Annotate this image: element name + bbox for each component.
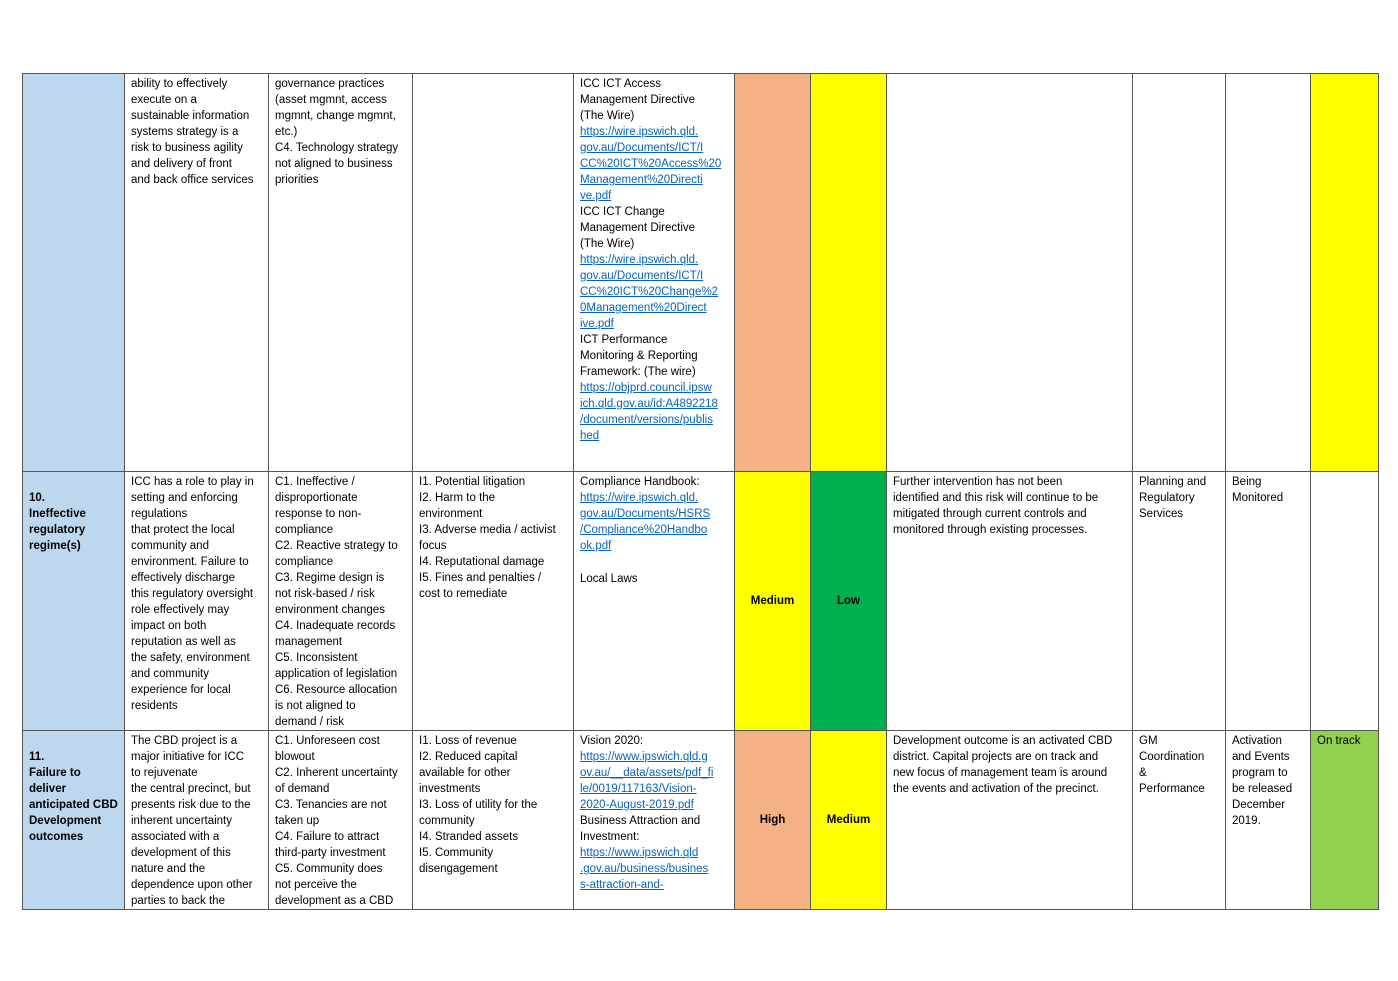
control-document-link[interactable]: Management%20Directi bbox=[580, 174, 703, 186]
control-label: Investment: bbox=[580, 831, 640, 843]
cell-text-line: of demand bbox=[275, 783, 330, 795]
risk-controls-cell bbox=[574, 472, 735, 731]
risk-controls-cell bbox=[574, 74, 735, 472]
cell-text-line: investments bbox=[419, 783, 481, 795]
control-document-link[interactable]: .gov.au/business/busines bbox=[580, 863, 709, 875]
cell-text-line: identified and this risk will continue to be bbox=[893, 492, 1099, 504]
control-document-link[interactable]: gov.au/Documents/ICT/I bbox=[580, 270, 704, 282]
cell-text-line: governance practices bbox=[275, 78, 385, 90]
cell-text-line: Development outcome is an activated CBD bbox=[893, 735, 1113, 747]
cell-text-line: 10. bbox=[29, 492, 45, 504]
control-label: ICC ICT Change bbox=[580, 206, 665, 218]
cell-text-line: Being bbox=[1232, 476, 1262, 488]
cell-text-line: I5. Community bbox=[419, 847, 494, 859]
cell-text-line: third-party investment bbox=[275, 847, 386, 859]
spacer bbox=[580, 554, 728, 571]
cell-text-line: experience for local bbox=[131, 684, 231, 696]
cell-text-line: mgmnt, change mgmnt, bbox=[275, 110, 396, 122]
control-label: Monitoring & Reporting bbox=[580, 350, 698, 362]
control-document-link[interactable]: 2020-August-2019.pdf bbox=[580, 799, 694, 811]
cell-text-line: be released bbox=[1232, 783, 1293, 795]
cell-text-line: compliance bbox=[275, 556, 334, 568]
status-cell bbox=[1226, 74, 1311, 472]
cell-text-line: regulations bbox=[131, 508, 188, 520]
cell-text-line: I2. Harm to the bbox=[419, 492, 496, 504]
cell-text-line: application of legislation bbox=[275, 668, 398, 680]
risk-impacts-cell bbox=[413, 74, 574, 472]
cell-text-line: disproportionate bbox=[275, 492, 358, 504]
cell-text-line: priorities bbox=[275, 174, 319, 186]
status-cell bbox=[1226, 731, 1311, 910]
cell-text-line: 11. bbox=[29, 751, 45, 763]
residual-rating-cell: Low bbox=[811, 472, 887, 731]
risk-causes-cell bbox=[269, 472, 413, 731]
table-row bbox=[23, 731, 1379, 910]
cell-text-line: new focus of management team is around bbox=[893, 767, 1108, 779]
cell-text-line: not perceive the bbox=[275, 879, 357, 891]
risk-register-table bbox=[22, 73, 1379, 910]
risk-impacts-cell bbox=[413, 472, 574, 731]
cell-text-line: December bbox=[1232, 799, 1286, 811]
cell-text-line: and back office services bbox=[131, 174, 254, 186]
cell-text-line: the safety, environment bbox=[131, 652, 250, 664]
cell-text-line: Ineffective bbox=[29, 508, 86, 520]
cell-text-line: impact on both bbox=[131, 620, 207, 632]
cell-text-line: Failure to bbox=[29, 767, 81, 779]
control-document-link[interactable]: gov.au/Documents/ICT/I bbox=[580, 142, 704, 154]
cell-text-line: environment bbox=[419, 508, 483, 520]
cell-text-line: ICC has a role to play in bbox=[131, 476, 254, 488]
control-document-link[interactable]: ive.pdf bbox=[580, 318, 614, 330]
risk-id-cell bbox=[23, 74, 125, 472]
cell-text-line: role effectively may bbox=[131, 604, 230, 616]
cell-text-line: taken up bbox=[275, 815, 320, 827]
control-document-link[interactable]: https://objprd.council.ipsw bbox=[580, 382, 712, 394]
cell-text-line: Coordination bbox=[1139, 751, 1205, 763]
control-document-link[interactable]: https://www.ipswich.qld.g bbox=[580, 751, 708, 763]
cell-text-line: compliance bbox=[275, 524, 334, 536]
cell-text-line: Performance bbox=[1139, 783, 1205, 795]
cell-text-line: environment. Failure to bbox=[131, 556, 249, 568]
cell-text-line: C3. Tenancies are not bbox=[275, 799, 387, 811]
cell-text-line: C1. Unforeseen cost bbox=[275, 735, 380, 747]
control-label: (The Wire) bbox=[580, 238, 635, 250]
owner-cell bbox=[1133, 74, 1226, 472]
risk-controls-cell bbox=[574, 731, 735, 910]
cell-text-line: and delivery of front bbox=[131, 158, 233, 170]
cell-text-line: focus bbox=[419, 540, 447, 552]
cell-text-line: I5. Fines and penalties / bbox=[419, 572, 542, 584]
cell-text-line: and community bbox=[131, 668, 209, 680]
control-document-link[interactable]: ich.qld.gov.au/id:A4892218 bbox=[580, 398, 718, 410]
residual-rating-cell: Medium bbox=[811, 731, 887, 910]
cell-text-line: not risk-based / risk bbox=[275, 588, 375, 600]
control-label: Management Directive bbox=[580, 222, 696, 234]
cell-text-line: reputation as well as bbox=[131, 636, 236, 648]
cell-text-line: Monitored bbox=[1232, 492, 1284, 504]
cell-text-line: the central precinct, but bbox=[131, 783, 251, 795]
risk-id-cell bbox=[23, 731, 125, 910]
cell-text-line: development of this bbox=[131, 847, 231, 859]
cell-text-line: I4. Stranded assets bbox=[419, 831, 519, 843]
control-document-link[interactable]: https://wire.ipswich.qld. bbox=[580, 254, 699, 266]
cell-text-line: residents bbox=[131, 700, 178, 712]
risk-description-cell bbox=[125, 472, 269, 731]
control-document-link[interactable]: ov.au/__data/assets/pdf_fi bbox=[580, 767, 714, 779]
control-label: ICT Performance bbox=[580, 334, 668, 346]
control-label: Local Laws bbox=[580, 573, 638, 585]
cell-text-line: community bbox=[419, 815, 475, 827]
table-row bbox=[23, 74, 1379, 472]
cell-text-line: blowout bbox=[275, 751, 315, 763]
cell-text-line: I2. Reduced capital bbox=[419, 751, 518, 763]
control-document-link[interactable]: 0Management%20Direct bbox=[580, 302, 707, 314]
risk-description-cell bbox=[125, 74, 269, 472]
cell-text-line: sustainable information bbox=[131, 110, 250, 122]
cell-text-line: C6. Resource allocation bbox=[275, 684, 398, 696]
cell-text-line: C3. Regime design is bbox=[275, 572, 385, 584]
cell-text-line: cost to remediate bbox=[419, 588, 508, 600]
cell-text-line: this regulatory oversight bbox=[131, 588, 254, 600]
cell-text-line: ability to effectively bbox=[131, 78, 228, 90]
cell-text-line: setting and enforcing bbox=[131, 492, 238, 504]
cell-text-line: to rejuvenate bbox=[131, 767, 198, 779]
cell-text-line: disengagement bbox=[419, 863, 498, 875]
status-cell bbox=[1226, 472, 1311, 731]
cell-text-line: (asset mgmnt, access bbox=[275, 94, 387, 106]
control-document-link[interactable]: le/0019/117163/Vision- bbox=[580, 783, 697, 795]
treatment-cell bbox=[887, 74, 1133, 472]
cell-text-line: 2019. bbox=[1232, 815, 1261, 827]
cell-text-line: effectively discharge bbox=[131, 572, 235, 584]
cell-text-line: Development bbox=[29, 815, 102, 827]
treatment-cell bbox=[887, 731, 1133, 910]
cell-text-line: nature and the bbox=[131, 863, 206, 875]
control-label: Vision 2020: bbox=[580, 735, 644, 747]
control-document-link[interactable]: https://wire.ipswich.qld. bbox=[580, 492, 699, 504]
cell-text-line: Services bbox=[1139, 508, 1184, 520]
cell-text-line: presents risk due to the bbox=[131, 799, 251, 811]
control-document-link[interactable]: CC%20ICT%20Access%20 bbox=[580, 158, 722, 170]
risk-id-cell bbox=[23, 472, 125, 731]
cell-text-line: C4. Inadequate records bbox=[275, 620, 396, 632]
cell-text-line: major initiative for ICC bbox=[131, 751, 245, 763]
cell-text-line: deliver bbox=[29, 783, 67, 795]
cell-text-line: mitigated through current controls and bbox=[893, 508, 1087, 520]
cell-text-line: I3. Loss of utility for the bbox=[419, 799, 538, 811]
control-label: Framework: (The wire) bbox=[580, 366, 696, 378]
cell-text-line: not aligned to business bbox=[275, 158, 393, 170]
control-document-link[interactable]: ok.pdf bbox=[580, 540, 612, 552]
risk-description-cell bbox=[125, 731, 269, 910]
progress-cell: On track bbox=[1311, 731, 1379, 910]
residual-rating-cell bbox=[811, 74, 887, 472]
cell-text-line: and Events bbox=[1232, 751, 1290, 763]
cell-text-line: regime(s) bbox=[29, 540, 81, 552]
cell-text-line: the events and activation of the precinct. bbox=[893, 783, 1099, 795]
control-document-link[interactable]: ve.pdf bbox=[580, 190, 612, 202]
control-label: (The Wire) bbox=[580, 110, 635, 122]
cell-text-line: C4. Technology strategy bbox=[275, 142, 399, 154]
cell-text-line: monitored through existing processes. bbox=[893, 524, 1088, 536]
cell-text-line: Further intervention has not been bbox=[893, 476, 1063, 488]
risk-impacts-cell bbox=[413, 731, 574, 910]
cell-text-line: systems strategy is a bbox=[131, 126, 239, 138]
control-label: Business Attraction and bbox=[580, 815, 701, 827]
control-document-link[interactable]: /document/versions/publis bbox=[580, 414, 713, 426]
cell-text-line: development as a CBD bbox=[275, 895, 394, 907]
inherent-rating-cell bbox=[735, 74, 811, 472]
control-document-link[interactable]: /Compliance%20Handbo bbox=[580, 524, 708, 536]
cell-text-line: I4. Reputational damage bbox=[419, 556, 545, 568]
cell-text-line: I1. Potential litigation bbox=[419, 476, 526, 488]
cell-text-line: Planning and bbox=[1139, 476, 1207, 488]
control-document-link[interactable]: https://www.ipswich.qld bbox=[580, 847, 699, 859]
cell-text-line: program to bbox=[1232, 767, 1288, 779]
cell-text-line: C5. Inconsistent bbox=[275, 652, 358, 664]
control-document-link[interactable]: gov.au/Documents/HSRS bbox=[580, 508, 711, 520]
inherent-rating-cell: Medium bbox=[735, 472, 811, 731]
cell-text-line: C2. Inherent uncertainty bbox=[275, 767, 398, 779]
risk-causes-cell bbox=[269, 731, 413, 910]
cell-text-line: parties to back the bbox=[131, 895, 225, 907]
risk-causes-cell bbox=[269, 74, 413, 472]
owner-cell bbox=[1133, 731, 1226, 910]
cell-text-line: inherent uncertainty bbox=[131, 815, 233, 827]
control-document-link[interactable]: CC%20ICT%20Change%2 bbox=[580, 286, 719, 298]
cell-text-line: demand / risk bbox=[275, 716, 345, 728]
cell-text-line: I1. Loss of revenue bbox=[419, 735, 517, 747]
cell-text-line: etc.) bbox=[275, 126, 298, 138]
cell-text-line: I3. Adverse media / activist bbox=[419, 524, 556, 536]
treatment-cell bbox=[887, 472, 1133, 731]
cell-text-line: execute on a bbox=[131, 94, 197, 106]
cell-text-line: district. Capital projects are on track and bbox=[893, 751, 1099, 763]
control-document-link[interactable]: hed bbox=[580, 430, 600, 442]
owner-cell bbox=[1133, 472, 1226, 731]
cell-text-line: that protect the local bbox=[131, 524, 235, 536]
control-label: Compliance Handbook: bbox=[580, 476, 700, 488]
cell-text-line: C4. Failure to attract bbox=[275, 831, 380, 843]
cell-text-line: Activation bbox=[1232, 735, 1282, 747]
cell-text-line: available for other bbox=[419, 767, 511, 779]
cell-text-line: C1. Ineffective / bbox=[275, 476, 355, 488]
control-label: ICC ICT Access bbox=[580, 78, 661, 90]
cell-text-line: & bbox=[1139, 767, 1147, 779]
cell-text-line: regulatory bbox=[29, 524, 86, 536]
cell-text-line: management bbox=[275, 636, 343, 648]
cell-text-line: Regulatory bbox=[1139, 492, 1195, 504]
cell-text-line: environment changes bbox=[275, 604, 385, 616]
cell-text-line: dependence upon other bbox=[131, 879, 253, 891]
cell-text-line: C5. Community does bbox=[275, 863, 383, 875]
control-document-link[interactable]: https://wire.ipswich.qld. bbox=[580, 126, 699, 138]
control-label: Management Directive bbox=[580, 94, 696, 106]
cell-text-line: The CBD project is a bbox=[131, 735, 238, 747]
progress-cell bbox=[1311, 472, 1379, 731]
cell-text-line: anticipated CBD bbox=[29, 799, 118, 811]
cell-text-line: community and bbox=[131, 540, 209, 552]
cell-text-line: response to non- bbox=[275, 508, 362, 520]
inherent-rating-cell: High bbox=[735, 731, 811, 910]
cell-text-line: associated with a bbox=[131, 831, 220, 843]
control-document-link[interactable]: s-attraction-and- bbox=[580, 879, 664, 891]
table-row bbox=[23, 472, 1379, 731]
cell-text-line: outcomes bbox=[29, 831, 84, 843]
cell-text-line: C2. Reactive strategy to bbox=[275, 540, 398, 552]
cell-text-line: is not aligned to bbox=[275, 700, 356, 712]
progress-cell bbox=[1311, 74, 1379, 472]
cell-text-line: GM bbox=[1139, 735, 1158, 747]
cell-text-line: risk to business agility bbox=[131, 142, 243, 154]
